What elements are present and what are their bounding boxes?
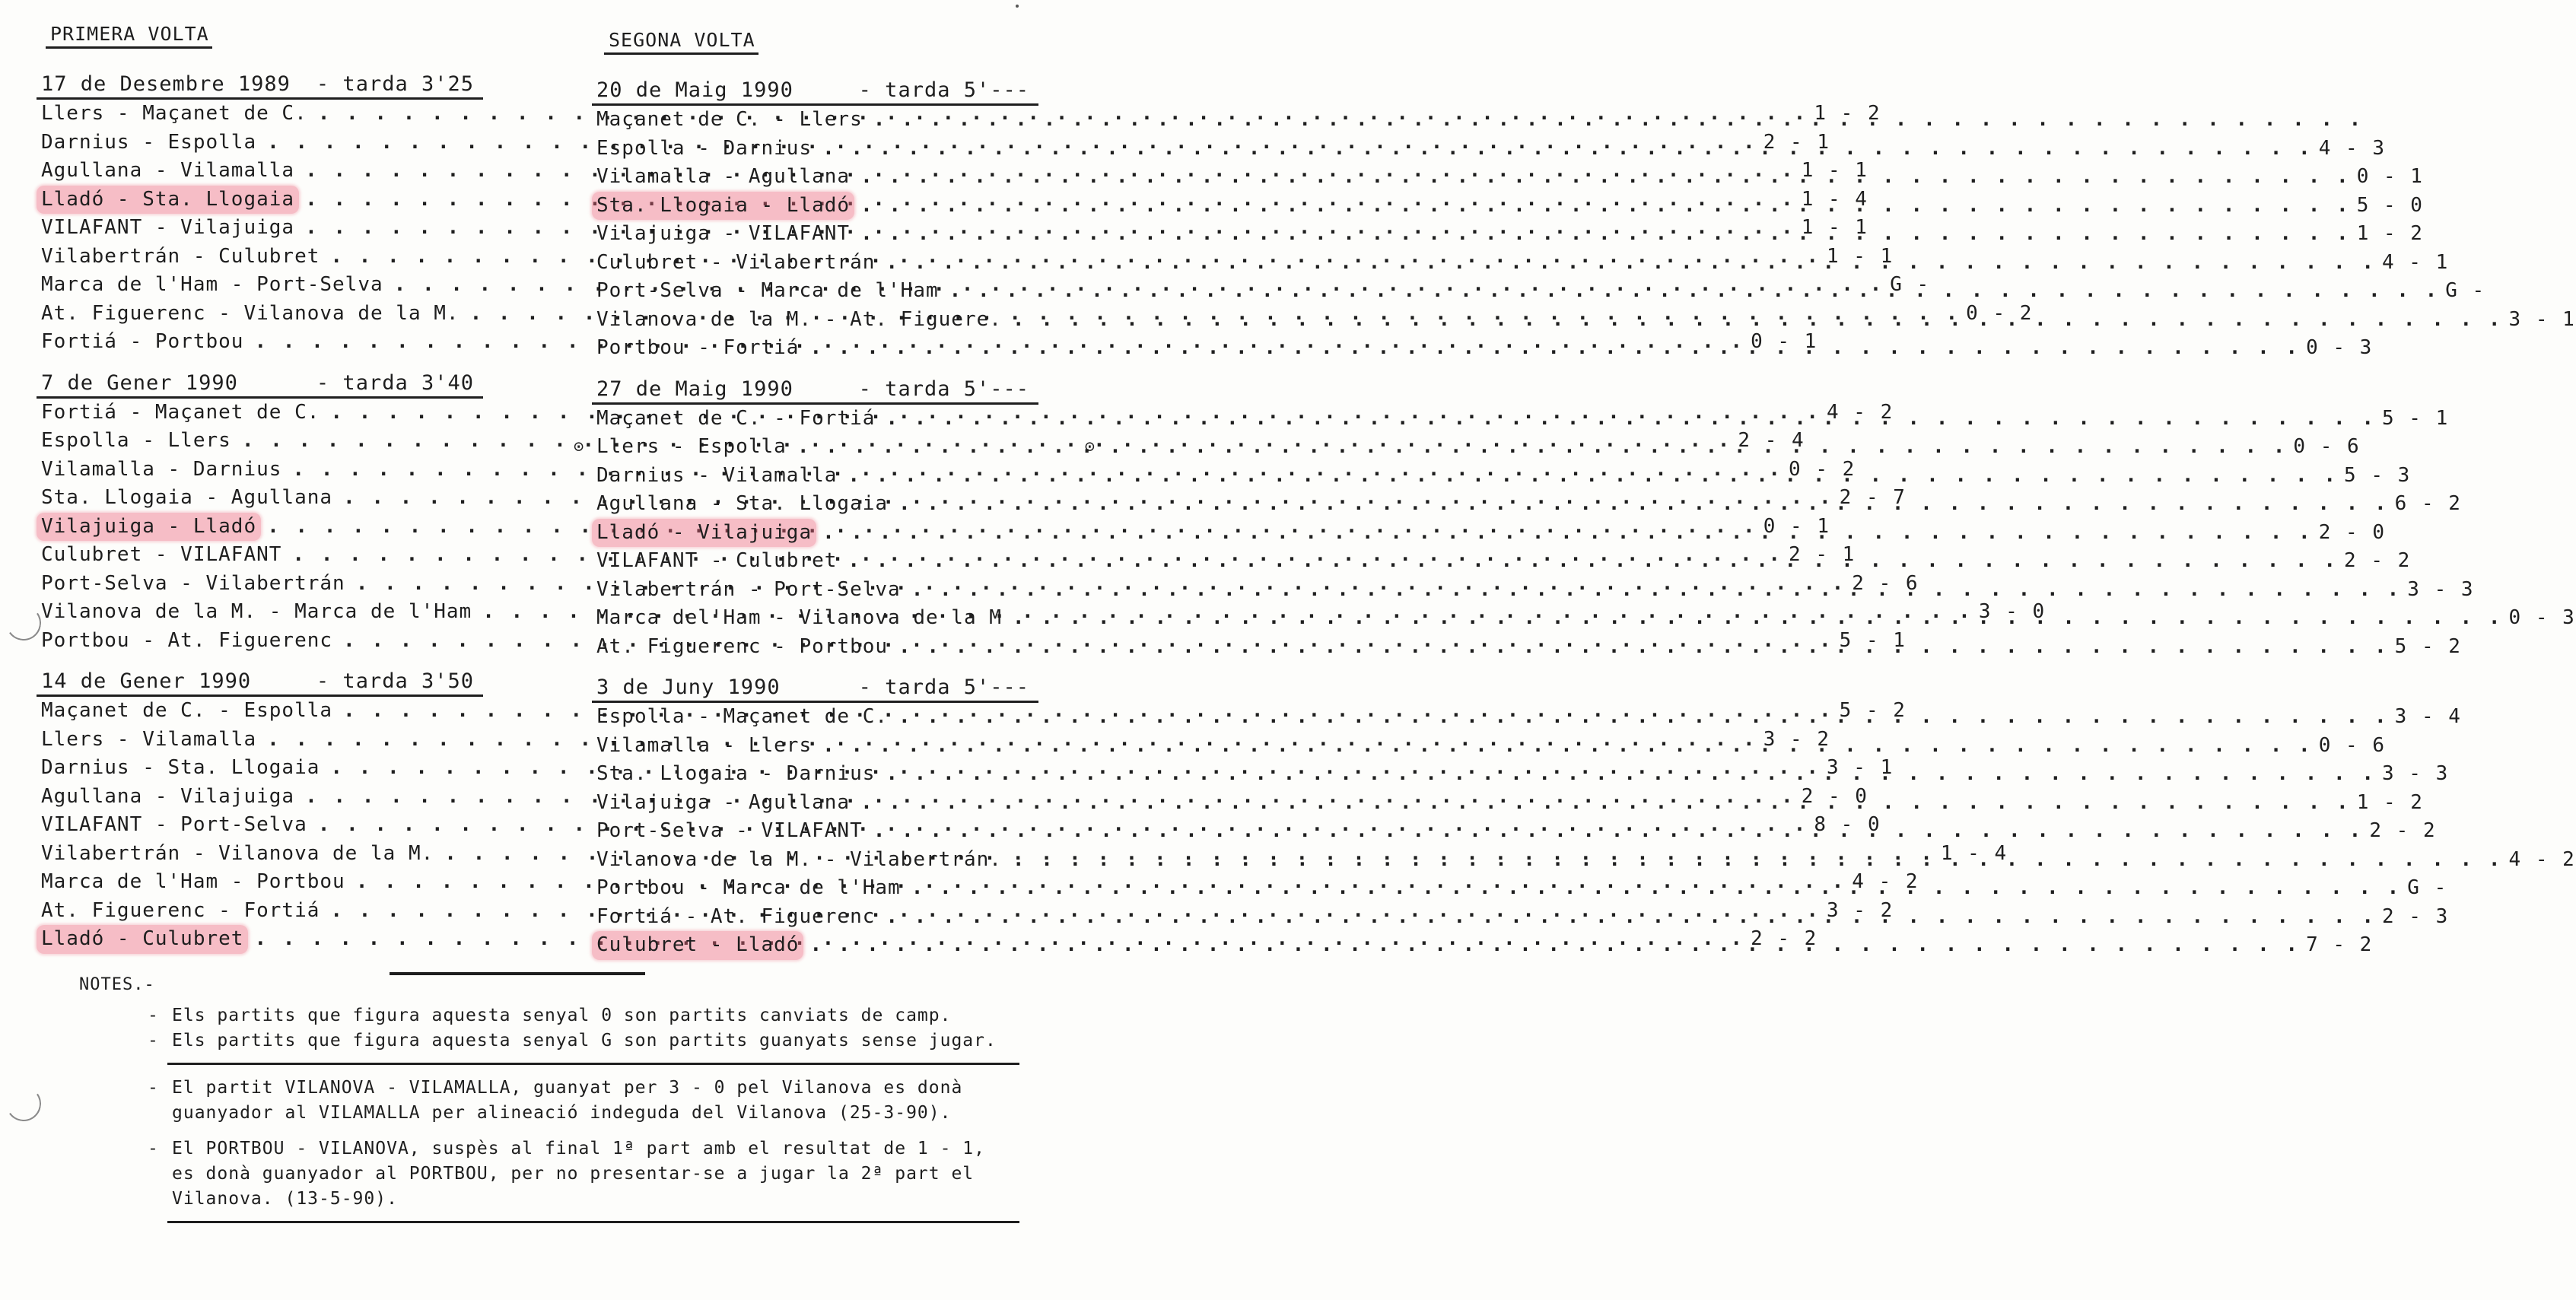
match-result: 1 - 1 [1801,159,1868,182]
note-item [148,1003,1030,1028]
paper-speck [1016,5,1019,8]
second-round-title: SEGONA VOLTA [604,29,758,55]
match-result: 4 - 2 [1852,870,1919,893]
match-result: 3 - 0 [1978,600,2046,623]
match-result: 3 - 2 [1763,727,1830,751]
highlighted-fixture: Sta. Llogaia - Lladó [592,192,854,221]
fixture: Sta. Llogaia - Agullana [41,486,333,509]
kickoff-time: - tarda 3'40 [316,370,474,395]
dot-leader [1007,846,2503,875]
venue-change-marker: ⊙ [1084,437,1096,456]
match-result: 1 - 2 [2356,790,2424,814]
dot-leader [943,277,2440,306]
match-result: 2 - 1 [1763,130,1830,154]
note-text: Els partits que figura aquesta senyal 0 son partits canviats de camp. [172,1006,952,1025]
fixture: Darnius - Sta. Llogaia [41,756,320,779]
dot-leader [892,490,2389,519]
match-result: 3 - 4 [2394,705,2462,728]
fixture: Maçanet de C. - Espolla [41,699,333,722]
matchday-header [37,370,483,399]
fixture: Culubret - VILAFANT [41,543,282,566]
match-result: 0 - 6 [2293,435,2361,458]
note-rule [167,1221,1019,1223]
fixture: Port-Selva - Marca de l'Ham [596,279,939,302]
fixture: Maçanet de C. - Fortiá [596,406,876,430]
fixture: Espolla - Maçanet de C. [596,705,889,728]
note-dash: - [148,1078,159,1098]
match-result: 3 - 1 [2508,307,2576,331]
fixture: Marca de l'Ham - Portbou [41,870,345,893]
matchday-date: 27 de Maig 1990 [596,377,793,401]
match-result: 0 - 1 [2356,165,2424,188]
fixture: Vilajuiga - Agullana [596,790,851,814]
match-result: 5 - 1 [1839,628,1907,652]
fixture: Marca de l'Ham - Port-Selva [41,273,383,296]
dot-leader [816,732,2313,761]
venue-change-marker: ⊙ [574,437,585,456]
fixture: At. Figuerenc - Vilanova de la M. [41,301,460,325]
fixture: Vilajuiga - VILAFANT [596,222,851,245]
match-result: 1 - 2 [1814,102,1881,125]
fixture: Agullana - Vilajuiga [41,784,295,808]
fixture: VILAFANT - Port-Selva [41,813,307,836]
dot-leader [867,106,2364,135]
dot-leader [854,163,2351,192]
kickoff-time: - tarda 3'50 [316,669,474,693]
match-result: 2 - 2 [2344,549,2412,572]
highlighted-fixture: Vilajuiga - Lladó [37,513,261,542]
fixture: Vilanova de la M. - At. Figuere. [596,307,1002,331]
match-result: 1 - 4 [1940,841,2008,865]
match-result: 2 - 0 [1801,784,1868,808]
note-rule [167,1063,1019,1065]
fixture: Vilanova de la M. - Marca de l'Ham [41,600,472,623]
first-round-title: PRIMERA VOLTA [46,23,212,49]
match-result: 3 - 3 [2407,577,2475,601]
dot-leader [816,519,2313,548]
matchday-header [592,377,1038,405]
match-result: G - [2445,279,2486,302]
fixture: Llers - Vilamalla [41,727,257,751]
dot-leader [854,192,2351,221]
kickoff-time: - tarda 5'--- [858,377,1029,401]
match-result: 4 - 2 [2508,847,2576,871]
matchday-header [592,675,1038,703]
dot-leader [879,760,2376,789]
binder-hole-mark [3,1083,43,1124]
fixture: Vilanova de la M. - Vilabertrán. [596,847,1002,871]
fixture: Llers - Maçanet de C. [41,102,307,125]
match-result: 2 - 1 [1789,543,1856,566]
fixture: VILAFANT - Culubret [596,549,838,572]
fixture: Espolla - Darnius [596,136,813,160]
dot-leader [791,433,2288,462]
fixture: Fortiá - Maçanet de C. [41,400,320,424]
fixture: Culubret - Vilabertrán [596,250,876,274]
match-result: 6 - 2 [2394,492,2462,515]
dot-leader [905,874,2402,903]
matchday-date: 14 de Gener 1990 [41,669,252,693]
match-result: 8 - 0 [1814,813,1881,836]
note-item [148,1028,1030,1054]
matchday-date: 17 de Desembre 1989 [41,72,291,96]
dot-leader [892,633,2389,662]
note-dash: - [148,1031,159,1050]
fixture: Port-Selva - Vilabertrán [41,571,345,595]
dot-leader [905,576,2402,605]
dot-leader [841,462,2338,491]
match-result: 2 - 4 [1738,429,1805,452]
match-result: 5 - 1 [2381,406,2450,430]
match-result: 3 - 2 [1826,898,1894,922]
matchday-date: 3 de Juny 1990 [596,675,781,699]
dot-leader [816,135,2313,164]
kickoff-time: - tarda 5'--- [858,675,1029,699]
fixture: Fortiá - Portbou [41,330,244,353]
dot-leader [867,817,2364,846]
fixture: Marca del'Ham - Vilanova de la M [596,606,1002,629]
note-text: El PORTBOU - VILANOVA, suspès al final 1ª part amb el resultat de 1 - 1, es donà guanyador al PORTBOU, per no presentar-se a jugar la 2ª part el Vilanova. (13-5-90). [172,1139,985,1209]
fixture: Llers - Espolla [596,435,787,458]
match-row [592,106,1094,135]
match-result: 1 - 4 [1801,187,1868,211]
fixture: Vilamalla - Darnius [41,457,282,481]
fixture: Sta. Llogaia - Darnius [596,762,876,785]
match-result: 7 - 2 [2306,933,2374,956]
fixture: Portbou - At. Figuerenc [41,628,333,652]
match-result: 0 - 3 [2306,336,2374,359]
fixture: Darnius - Espolla [41,130,257,154]
matchday-date: 7 de Gener 1990 [41,370,238,395]
fixture: VILAFANT - Vilajuiga [41,216,295,239]
fixture: Vilabertrán - Vilanova de la M. [41,841,434,865]
fixture: Fortiá - At. Figuerenc [596,904,876,928]
matchday-header [37,669,483,697]
fixture: At. Figuerenc - Fortiá [41,898,320,922]
fixture: Port-Selva - VILAFANT [596,819,863,842]
highlighted-fixture: Lladó - Sta. Llogaia [37,186,299,215]
dot-leader [879,249,2376,278]
note-text: El partit VILANOVA - VILAMALLA, guanyat per 3 - 0 pel Vilanova es donà guanyador al VILAMALLA per alineació indeguda del Vilanova (25-3-90). [172,1078,963,1123]
dot-leader [1007,306,2503,335]
match-result: 5 - 3 [2344,463,2412,487]
dot-leader [841,547,2338,576]
fixture: Darnius - Vilamalla [596,463,838,487]
fixture: Agullana - Sta. Llogaia [596,492,889,515]
fixture: Vilamalla - Agullana [596,165,851,188]
fixture: Portbou - Marca de l'Ham [596,876,901,899]
match-row [592,277,2486,306]
match-result: 4 - 1 [2381,250,2450,274]
dot-leader [879,903,2376,932]
fixture: Espolla - Llers [41,429,231,452]
match-result: G - [1890,273,1931,296]
match-result: 0 - 2 [1789,457,1856,481]
match-result: 0 - 1 [1763,514,1830,538]
dot-leader [854,220,2351,249]
match-result: 5 - 2 [1839,699,1907,722]
dot-leader [1007,604,2503,633]
match-result: 0 - 1 [1751,330,1818,353]
highlighted-fixture: Lladó - Vilajuiga [592,519,816,548]
kickoff-time: - tarda 3'25 [316,72,474,96]
note-dash: - [148,1006,159,1025]
fixture: Agullana - Vilamalla [41,159,295,182]
match-result: 2 - 7 [1839,486,1907,509]
notes-title: NOTES.- [79,975,155,994]
note-text: Els partits que figura aquesta senyal G son partits guanyats sense jugar. [172,1031,997,1050]
fixture: Portbou - Fortiá [596,336,800,359]
fixture: Maçanet de C. - Llers [596,108,863,131]
note-item [148,1136,1030,1212]
fixture: Vilabertrán - Culubret [41,244,320,268]
fixture: Vilabertrán - Port-Selva [596,577,901,601]
match-result: 5 - 0 [2356,193,2424,217]
matchday-header [37,72,483,100]
matchday-header [592,78,1038,106]
match-result: 2 - 0 [2318,520,2386,544]
match-result: G - [2407,876,2448,899]
dot-leader [854,789,2351,818]
match-result: 4 - 2 [1826,400,1894,424]
note-item [148,1076,1030,1126]
match-result: 3 - 3 [2381,762,2450,785]
match-result: 2 - 2 [1751,927,1818,950]
match-result: 5 - 2 [2394,634,2462,658]
dot-leader [803,931,2300,960]
match-result: 0 - 3 [2508,606,2576,629]
match-result: 0 - 2 [1966,301,2034,325]
fixture: Vilamalla - Llers [596,733,813,757]
dot-leader [803,334,2300,363]
note-dash: - [148,1139,159,1159]
matchday-date: 20 de Maig 1990 [596,78,793,102]
fixture: At. Figuerenc - Portbou [596,634,889,658]
highlighted-fixture: Lladó - Culubret [37,925,248,954]
match-result: 1 - 1 [1826,244,1894,268]
match-result: 4 - 3 [2318,136,2386,160]
highlighted-fixture: Culubret - Lladó [592,931,803,960]
match-result: 0 - 6 [2318,733,2386,757]
kickoff-time: - tarda 5'--- [858,78,1029,102]
match-result: 2 - 2 [2369,819,2437,842]
match-result: 1 - 1 [1801,216,1868,239]
match-result: 2 - 6 [1852,571,1919,595]
match-result: 1 - 2 [2356,222,2424,245]
dot-leader [892,703,2389,732]
match-result: 3 - 1 [1826,756,1894,779]
notes-section [79,975,1030,1234]
match-result: 2 - 3 [2381,904,2450,928]
dot-leader [879,405,2376,434]
